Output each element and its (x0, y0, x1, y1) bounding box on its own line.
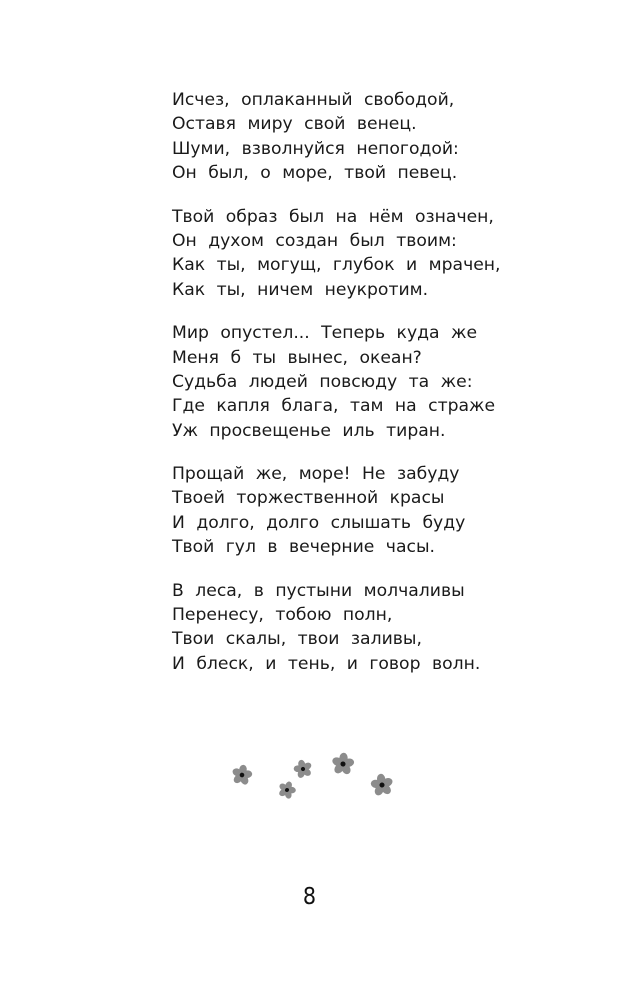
flower-icon (330, 752, 356, 777)
poem-line: Шуми, взволнуйся непогодой: (172, 138, 459, 159)
poem-line: Прощай же, море! Не забуду (172, 464, 460, 485)
poem-line: Твой образ был на нём означен, (172, 206, 494, 227)
stanza-4 (172, 462, 512, 560)
flower-icon (275, 779, 299, 802)
stanza-2 (172, 205, 512, 303)
poem-line: Судьба людей повсюду та же: (172, 371, 473, 392)
poem-line: Мир опустел... Теперь куда же (172, 323, 478, 344)
poem-line: Твой гул в вечерние часы. (172, 537, 435, 558)
poem-line: В леса, в пустыни молчаливы (172, 580, 465, 601)
poem-line: Он был, о море, твой певец. (172, 163, 458, 184)
stanza-3 (172, 321, 512, 443)
flower-icon (229, 763, 254, 787)
stanza-5 (172, 579, 512, 677)
page-number: 8 (302, 884, 317, 910)
poem-line: Меня б ты вынес, океан? (172, 347, 422, 368)
poem-line: Твои скалы, твои заливы, (172, 629, 422, 650)
poem-line: Где капля блага, там на страже (172, 396, 496, 417)
stanza-1 (172, 88, 512, 186)
poem-line: Уж просвещенье иль тиран. (172, 420, 446, 441)
poem-line: Оставя миру свой венец. (172, 114, 417, 135)
poem-line: Как ты, ничем неукротим. (172, 279, 429, 300)
poem-line: И блеск, и тень, и говор волн. (172, 653, 481, 674)
poem-line: И долго, долго слышать буду (172, 512, 466, 533)
poem-line: Исчез, оплаканный свободой, (172, 90, 455, 110)
flower-icon (369, 772, 396, 798)
poem-line: Как ты, могущ, глубок и мрачен, (172, 255, 501, 276)
poem-line: Перенесу, тобою полн, (172, 605, 393, 626)
poem-line: Он духом создан был твоим: (172, 230, 457, 251)
flower-icon (291, 757, 315, 780)
poem-line: Твоей торжественной красы (172, 488, 445, 509)
poem (172, 88, 512, 695)
